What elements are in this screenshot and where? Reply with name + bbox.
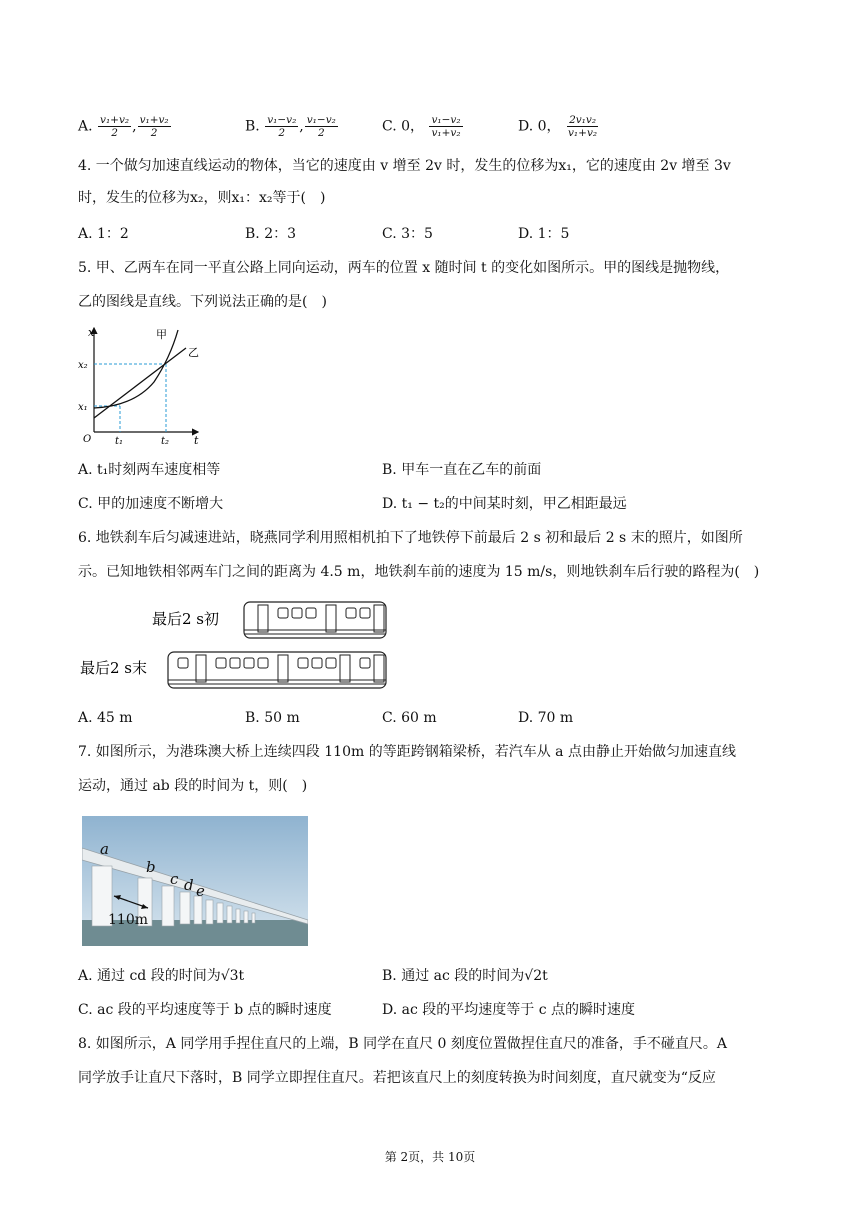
- q7-option-b: B. 通过 ac 段的时间为√2t: [382, 968, 548, 984]
- q3-option-d: D. 0， $\frac{\text{2v₁v₂}}{\text{v₁+v₂}}$: [518, 114, 598, 139]
- q4-option-b: B. 2：3: [245, 226, 297, 242]
- point-b-label: b: [146, 858, 156, 876]
- q6-stem-line1: 6. 地铁刹车后匀减速进站，晓燕同学利用照相机拍下了地铁停下前最后 2 s 初和最后 2 s 末的照片，如图所: [78, 530, 743, 546]
- origin-label: O: [83, 434, 92, 445]
- q6-option-a: A. 45 m: [78, 710, 133, 726]
- x2-label: x₂: [78, 360, 88, 371]
- train-top: [244, 602, 386, 638]
- t-axis-label: t: [194, 434, 199, 446]
- x-axis-label: x: [88, 326, 95, 339]
- q7-option-a: A. 通过 cd 段的时间为√3t: [78, 968, 245, 984]
- position-time-graph: [74, 322, 204, 446]
- q5-option-c: C. 甲的加速度不断增大: [78, 496, 224, 512]
- page-footer: 第 2页，共 10页: [384, 1150, 476, 1164]
- q5-option-b: B. 甲车一直在乙车的前面: [382, 462, 542, 478]
- fraction: $\frac{\text{v₁+v₂}}{2}$: [100, 114, 130, 139]
- q3-option-a: A. $\frac{\text{v₁+v₂}}{2}$ , $\frac{\text{v₁+v₂}}{2}$: [78, 114, 169, 139]
- fraction: $\frac{\text{v₁−v₂}}{2}$: [267, 114, 297, 139]
- point-e-label: e: [196, 882, 205, 900]
- q4-option-c: C. 3：5: [382, 226, 433, 242]
- q8-stem-line2: 同学放手让直尺下落时，B 同学立即捏住直尺。若把该直尺上的刻度转换为时间刻度，直尺就变为“反应: [78, 1070, 716, 1086]
- q4-option-d: D. 1：5: [518, 226, 570, 242]
- point-d-label: d: [184, 876, 194, 894]
- bridge-photo: [82, 816, 308, 946]
- subway-train-figure: [78, 596, 388, 692]
- q4-stem-line1: 4. 一个做匀加速直线运动的物体，当它的速度由 v 增至 2v 时，发生的位移为x₁，它的速度由 2v 增至 3v: [78, 158, 731, 174]
- q4-stem-line2: 时，发生的位移为x₂，则x₁：x₂等于( ): [78, 190, 326, 206]
- q7-stem-line2: 运动，通过 ab 段的时间为 t，则( ): [78, 778, 308, 794]
- curve-jia: [94, 330, 178, 408]
- q5-option-a: A. t₁时刻两车速度相等: [78, 462, 221, 478]
- q7-option-c: C. ac 段的平均速度等于 b 点的瞬时速度: [78, 1002, 332, 1018]
- fraction: $\frac{\text{v₁−v₂}}{2}$: [306, 114, 336, 139]
- line-yi: [94, 348, 186, 418]
- x1-label: x₁: [78, 402, 88, 413]
- curve-jia-label: 甲: [156, 328, 167, 341]
- q5-stem-line1: 5. 甲、乙两车在同一平直公路上同向运动，两车的位置 x 随时间 t 的变化如图所示。甲的图线是抛物线，: [78, 260, 730, 276]
- label-last-2s-start: 最后2 s初: [152, 610, 220, 628]
- q3-option-c: C. 0， $\frac{\text{v₁−v₂}}{\text{v₁+v₂}}$: [382, 114, 461, 139]
- q5-option-d: D. t₁ − t₂的中间某时刻，甲乙相距最远: [382, 496, 627, 512]
- point-c-label: c: [170, 870, 179, 888]
- q6-option-d: D. 70 m: [518, 710, 574, 726]
- q7-stem-line1: 7. 如图所示，为港珠澳大桥上连续四段 110m 的等距跨钢箱梁桥，若汽车从 a 点由静止开始做匀加速直线: [78, 744, 736, 760]
- q6-option-c: C. 60 m: [382, 710, 437, 726]
- t1-label: t₁: [115, 436, 124, 446]
- q4-option-a: A. 1：2: [78, 226, 129, 242]
- t2-label: t₂: [161, 436, 170, 446]
- span-label: 110m: [108, 912, 148, 928]
- label-last-2s-end: 最后2 s末: [80, 659, 148, 677]
- q6-option-b: B. 50 m: [245, 710, 300, 726]
- q5-stem-line2: 乙的图线是直线。下列说法正确的是( ): [78, 294, 327, 310]
- point-a-label: a: [100, 840, 109, 858]
- q8-stem-line1: 8. 如图所示，A 同学用手捏住直尺的上端，B 同学在直尺 0 刻度位置做捏住直尺的准备，手不碰直尺。A: [78, 1036, 728, 1052]
- train-bottom: [168, 652, 386, 688]
- fraction: $\frac{\text{2v₁v₂}}{\text{v₁+v₂}}$: [568, 114, 598, 139]
- q6-stem-line2: 示。已知地铁相邻两车门之间的距离为 4.5 m，地铁刹车前的速度为 15 m/s，则地铁刹车后行驶的路程为( ): [78, 564, 760, 580]
- fraction: $\frac{\text{v₁−v₂}}{\text{v₁+v₂}}$: [431, 114, 461, 139]
- fraction: $\frac{\text{v₁+v₂}}{2}$: [139, 114, 169, 139]
- q3-option-b: B. $\frac{\text{v₁−v₂}}{2}$ , $\frac{\text{v₁−v₂}}{2}$: [245, 114, 336, 139]
- curve-yi-label: 乙: [188, 346, 199, 359]
- q7-option-d: D. ac 段的平均速度等于 c 点的瞬时速度: [382, 1002, 636, 1018]
